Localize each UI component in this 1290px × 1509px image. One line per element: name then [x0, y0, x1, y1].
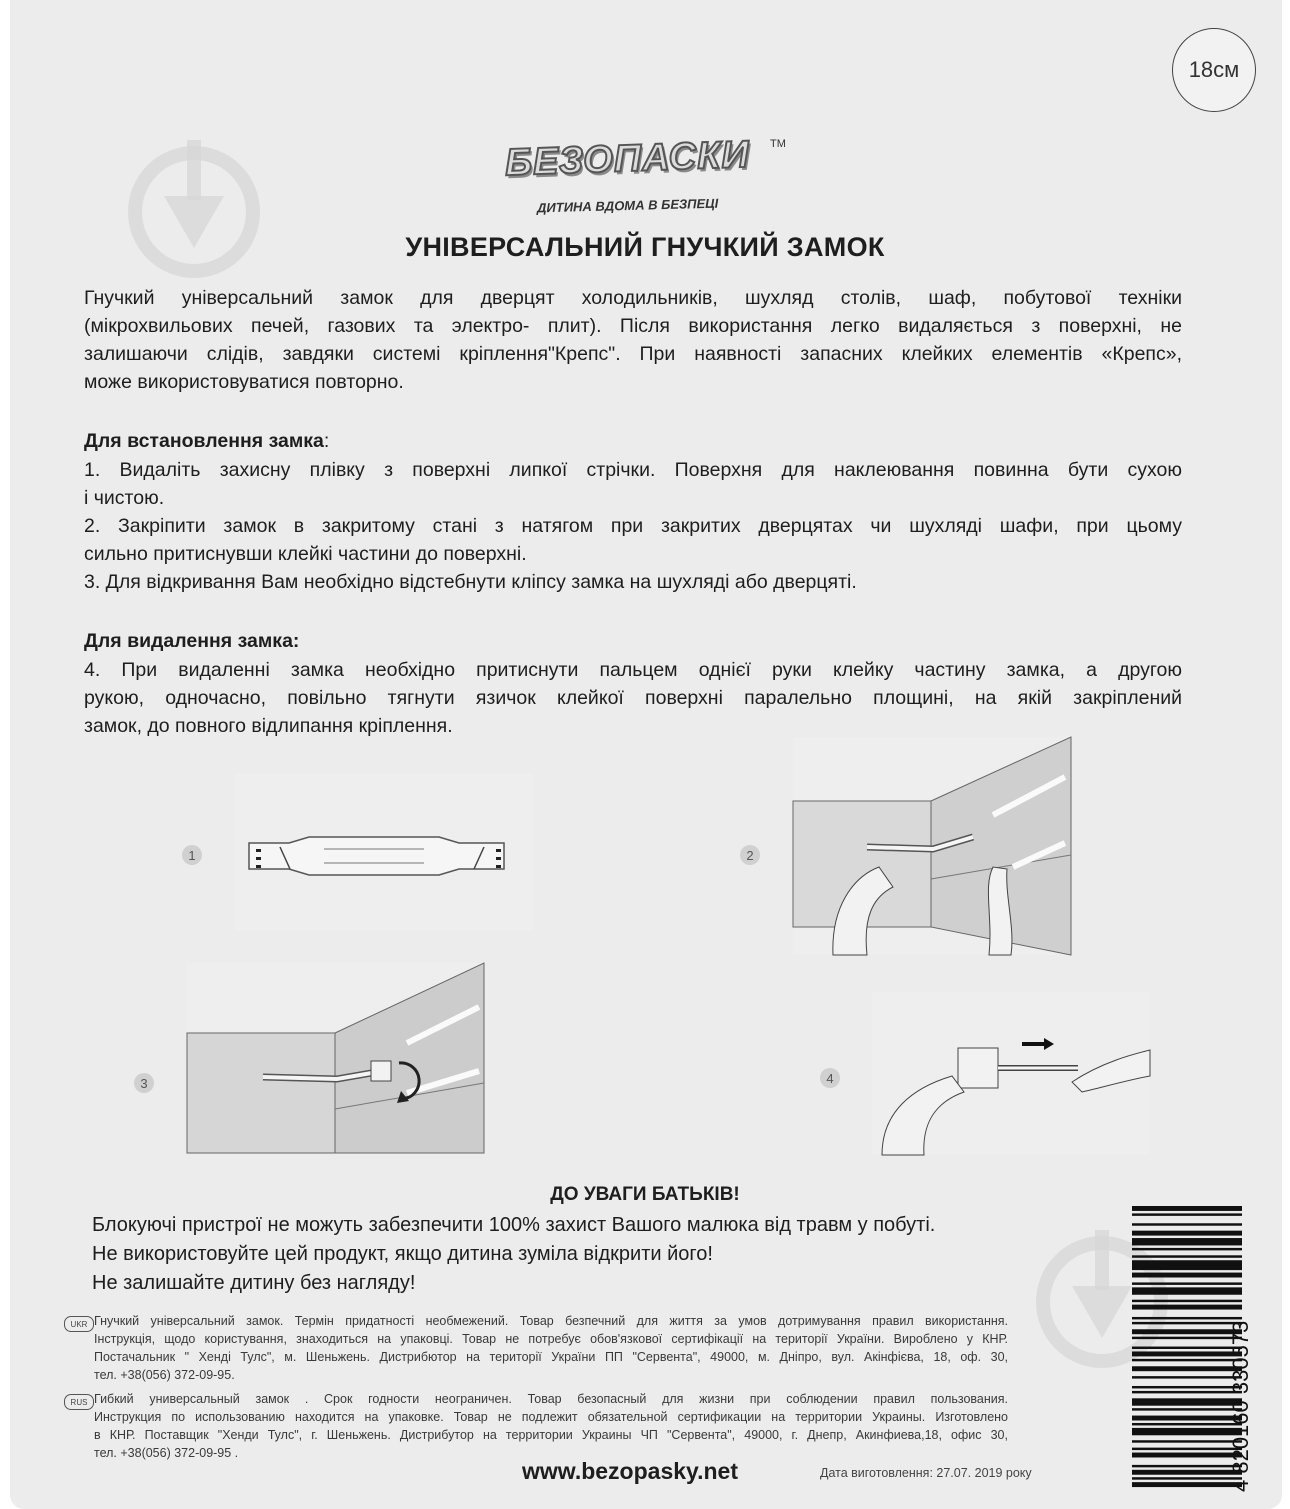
- barcode-bar: [1132, 1223, 1242, 1225]
- parents-warning-line: Не використовуйте цей продукт, якщо дитина зуміла відкрити його!: [92, 1243, 713, 1265]
- install-steps: [84, 456, 1182, 596]
- brand-slogan: ДИТИНА ВДОМА В БЕЗПЕЦІ: [536, 195, 719, 216]
- intro-line: (мікрохвильових печей, газових та электро- плит). Після використання легко видаляється з поверхні, не: [84, 315, 1182, 337]
- barcode: [1132, 1206, 1242, 1492]
- barcode-bar: [1132, 1238, 1242, 1245]
- step-number-1: 1: [182, 845, 202, 865]
- parents-warning-title: ДО УВАГИ БАТЬКІВ!: [550, 1184, 740, 1205]
- install-heading-text: Для встановлення замка: [84, 430, 324, 452]
- barcode-bar: [1132, 1440, 1242, 1442]
- legal-line: тел. +38(056) 372-09-95.: [94, 1368, 235, 1382]
- barcode-bar: [1132, 1329, 1242, 1334]
- barcode-bar: [1132, 1359, 1242, 1361]
- illustration-step-2: [793, 737, 1071, 955]
- barcode-digits: [1228, 1206, 1282, 1492]
- barcode-bar: [1132, 1453, 1242, 1458]
- step-number-4: 4: [820, 1068, 840, 1088]
- removal-line: замок, до повного відлипання кріплення.: [84, 715, 453, 737]
- removal-line: 4. При видаленні замка необхідно притиснути пальцем однієї руки клейку частину замка, а другою: [84, 659, 1182, 681]
- legal-text-rus: [94, 1390, 1008, 1462]
- barcode-bar: [1132, 1206, 1242, 1211]
- product-title: УНІВЕРСАЛЬНИЙ ГНУЧКИЙ ЗАМОК: [405, 232, 885, 262]
- manufacture-date: Дата виготовлення: 27.07. 2019 року: [820, 1466, 1032, 1480]
- intro-line: Гнучкий універсальний замок для дверцят холодильників, шухляд столів, шаф, побутової техніки: [84, 287, 1182, 309]
- removal-steps: [84, 656, 1182, 740]
- illustration-step-1: [234, 773, 534, 931]
- barcode-bar: [1132, 1448, 1242, 1450]
- barcode-bar: [1132, 1322, 1242, 1324]
- illustration-step-3: [187, 963, 484, 1153]
- legal-text-ukr: [94, 1312, 1008, 1384]
- barcode-bar: [1132, 1376, 1242, 1378]
- install-heading-colon: :: [323, 430, 330, 452]
- barcode-bar: [1132, 1347, 1242, 1349]
- barcode-bar: [1132, 1408, 1242, 1410]
- install-line: 3. Для відкривання Вам необхідно відстебнути кліпсу замка на шухляді або дверцяті.: [84, 571, 857, 593]
- removal-heading: Для видалення замка:: [84, 630, 300, 652]
- barcode-bar: [1132, 1351, 1242, 1356]
- install-line: 1. Видаліть захисну плівку з поверхні липкої стрічки. Поверхня для наклеювання повинна бути сухою: [84, 459, 1182, 481]
- legal-line: тел. +38(056) 372-09-95 .: [94, 1446, 239, 1460]
- install-heading: [84, 430, 329, 453]
- barcode-bar: [1132, 1337, 1242, 1339]
- intro-paragraph: [84, 284, 1182, 396]
- barcode-bar: [1132, 1260, 1242, 1270]
- cabinet-install-illustration: [793, 737, 1071, 955]
- barcode-bar: [1132, 1287, 1242, 1294]
- install-line: 2. Закріпити замок в закритому стані з натягом при закритих дверцятах чи шухляді шафи, при цьому: [84, 515, 1182, 537]
- barcode-bar: [1132, 1470, 1242, 1475]
- removal-line: рукою, одночасно, повільно тягнути язичок клейкої поверхні паралельно площині, на якій закріплений: [84, 687, 1182, 709]
- barcode-bar: [1132, 1305, 1242, 1310]
- lang-badge-ukr: UKR: [64, 1316, 94, 1332]
- barcode-bar: [1132, 1482, 1242, 1487]
- intro-line: залишаючи слідів, завдяки системі кріплення"Крепс". При наявності запасних клейких елементів «Крепс»,: [84, 343, 1182, 365]
- barcode-bar: [1132, 1386, 1242, 1388]
- drawer-open-illustration: [187, 963, 484, 1153]
- barcode-bar: [1132, 1300, 1242, 1302]
- strap-lock-illustration: [234, 773, 534, 931]
- barcode-bar: [1132, 1428, 1242, 1435]
- barcode-bar: [1132, 1213, 1242, 1215]
- legal-line: в КНР. Поставщик "Хенди Тулс", г. Шеньжень. Дистрибутор на территории Украины ЧП "Сервента", 49000, г. Днепр, Акинфиева,18, офис 30,: [94, 1428, 1008, 1442]
- barcode-bar: [1132, 1317, 1242, 1319]
- barcode-bar: [1132, 1465, 1242, 1467]
- parents-warning-line: Не залишайте дитину без нагляду!: [92, 1272, 416, 1294]
- legal-line: Гибкий универсальный замок . Срок годности неограничен. Товар безопасный для жизни при соблюдении правил пользования.: [94, 1392, 1008, 1406]
- install-line: і чистою.: [84, 487, 165, 509]
- intro-line: може використовуватися повторно.: [84, 371, 404, 393]
- barcode-number: 4 820160 330573: [1228, 1320, 1253, 1492]
- legal-line: Гнучкий універсальний замок. Термін придатності необмежений. Товар безпечний для життя за умов дотримування правил використання.: [94, 1314, 1008, 1328]
- lang-badge-rus: RUS: [64, 1394, 94, 1410]
- illustration-step-4: [872, 992, 1150, 1155]
- legal-line: Инструкция по использованию находится на упаковке. Товар не подлежит обязательной сертификации на территории Украины. Изготовлено: [94, 1410, 1008, 1424]
- barcode-bar: [1132, 1366, 1242, 1371]
- step-number-3: 3: [134, 1073, 154, 1093]
- parents-warning-line: Блокуючі пристрої не можуть забезпечити 100% захист Вашого малюка від травм у побуті.: [92, 1214, 936, 1236]
- brand-name: БЕЗОПАСКИ: [504, 133, 751, 185]
- install-line: сильно притиснувши клейкі частини до поверхні.: [84, 543, 527, 565]
- size-badge: 18см: [1172, 28, 1256, 112]
- trademark: TM: [770, 138, 786, 150]
- barcode-bar: [1132, 1398, 1242, 1405]
- barcode-bar: [1132, 1416, 1242, 1421]
- barcode-bar: [1132, 1391, 1242, 1393]
- website-url: www.bezopasky.net: [522, 1458, 738, 1484]
- legal-line: Постачальник " Хенді Тулс", м. Шеньжень. Дистрибютор на території України ПП "Сервента", 49000, м. Дніпро, вул. Акінфієва, 18, оф. 30,: [94, 1350, 1008, 1364]
- barcode-bar: [1132, 1255, 1242, 1257]
- barcode-bar: [1132, 1477, 1242, 1479]
- barcode-bar: [1132, 1231, 1242, 1236]
- barcode-bar: [1132, 1423, 1242, 1425]
- barcode-bar: [1132, 1273, 1242, 1278]
- lock-removal-illustration: [872, 992, 1150, 1155]
- barcode-bar: [1132, 1248, 1242, 1250]
- barcode-bar: [1132, 1282, 1242, 1284]
- step-number-2: 2: [740, 845, 760, 865]
- brand-logo: [504, 133, 795, 228]
- legal-line: Інструкція, щодо користування, знаходиться на упаковці. Товар не потребує обов'язкової сертифікації на території України. Вироблено у КНР.: [94, 1332, 1008, 1346]
